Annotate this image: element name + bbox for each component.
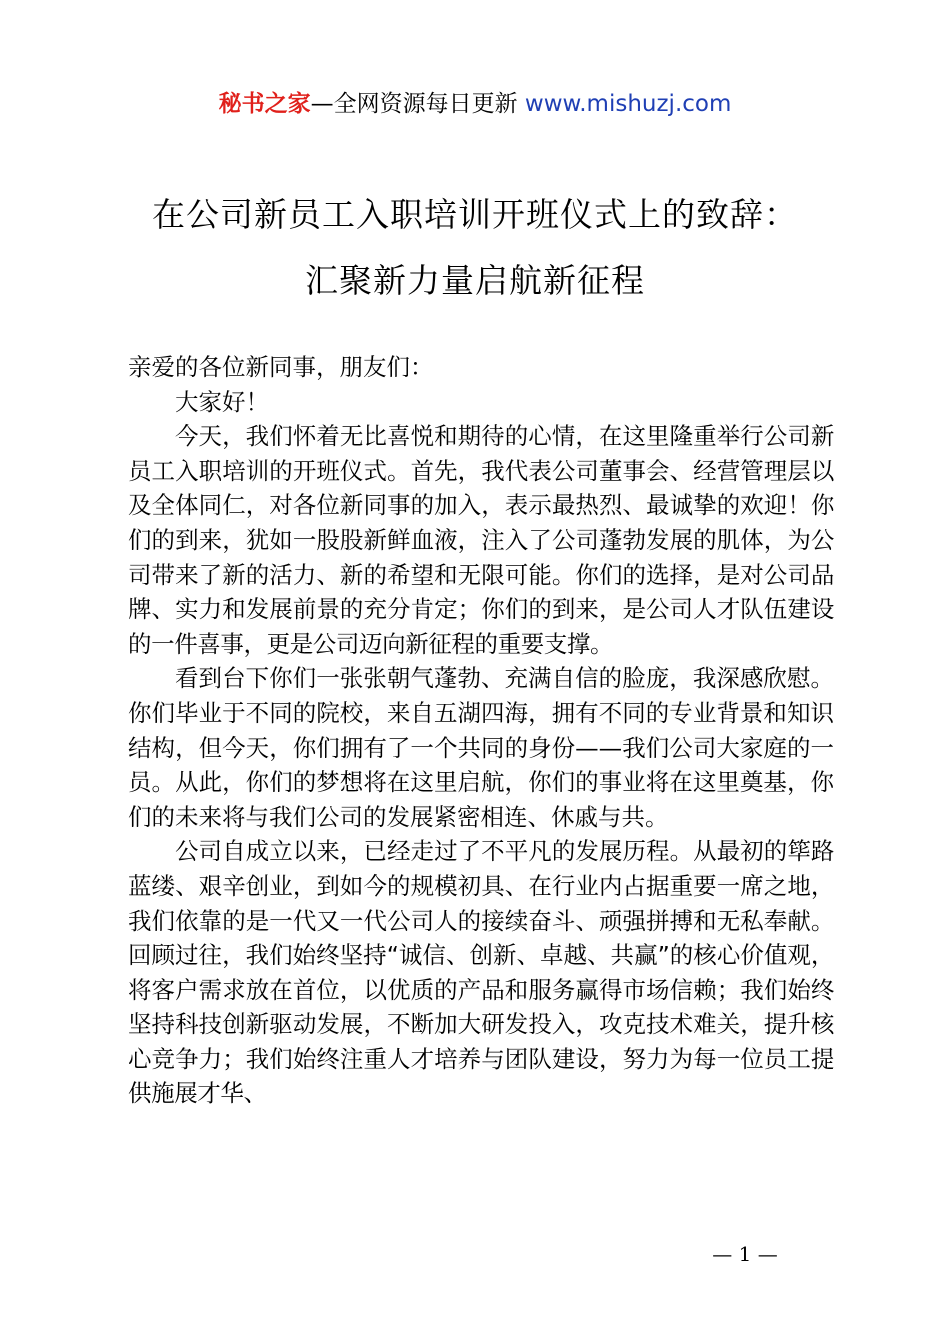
paragraph-2: 看到台下你们一张张朝气蓬勃、充满自信的脸庞，我深感欣慰。你们毕业于不同的院校，来自五湖四海，拥有不同的专业背景和知识结构，但今天，你们拥有了一个共同的身份——我们公司大家庭的一员。从此，你们的梦想将在这里启航，你们的事业将在这里奠基，你们的未来将与我们公司的发展紧密相连、休戚与共。 bbox=[128, 664, 834, 831]
site-header bbox=[0, 88, 950, 120]
document-body bbox=[128, 350, 834, 1111]
salutation: 亲爱的各位新同事，朋友们： bbox=[128, 353, 434, 381]
document-title-line-1: 在公司新员工入职培训开班仪式上的致辞： bbox=[152, 195, 798, 234]
paragraph-1: 今天，我们怀着无比喜悦和期待的心情，在这里隆重举行公司新员工入职培训的开班仪式。首先，我代表公司董事会、经营管理层以及全体同仁，对各位新同事的加入，表示最热烈、最诚挚的欢迎！你们的到来，犹如一股股新鲜血液，注入了公司蓬勃发展的肌体，为公司带来了新的活力、新的希望和无限可能。你们的选择，是对公司品牌、实力和发展前景的充分肯定；你们的到来，是公司人才队伍建设的一件喜事，更是公司迈向新征程的重要支撑。 bbox=[128, 422, 834, 658]
site-url[interactable]: www.mishuzj.com bbox=[524, 91, 732, 117]
greeting: 大家好！ bbox=[175, 387, 269, 416]
page-number: — 1 — bbox=[712, 1242, 778, 1266]
paragraph-3: 公司自成立以来，已经走过了不平凡的发展历程。从最初的筚路蓝缕、艰辛创业，到如今的规模初具、在行业内占据重要一席之地，我们依靠的是一代又一代公司人的接续奋斗、顽强拼搏和无私奉献。回顾过往，我们始终坚持“诚信、创新、卓越、共赢”的核心价值观，将客户需求放在首位，以优质的产品和服务赢得市场信赖；我们始终坚持科技创新驱动发展，不断加大研发投入，攻克技术难关，提升核心竞争力；我们始终注重人才培养与团队建设，努力为每一位员工提供施展才华、 bbox=[128, 837, 834, 1108]
site-tagline: —全网资源每日更新 bbox=[310, 91, 525, 117]
site-brand: 秘书之家 bbox=[218, 91, 311, 117]
document-title-line-2: 汇聚新力量启航新征程 bbox=[305, 261, 645, 300]
